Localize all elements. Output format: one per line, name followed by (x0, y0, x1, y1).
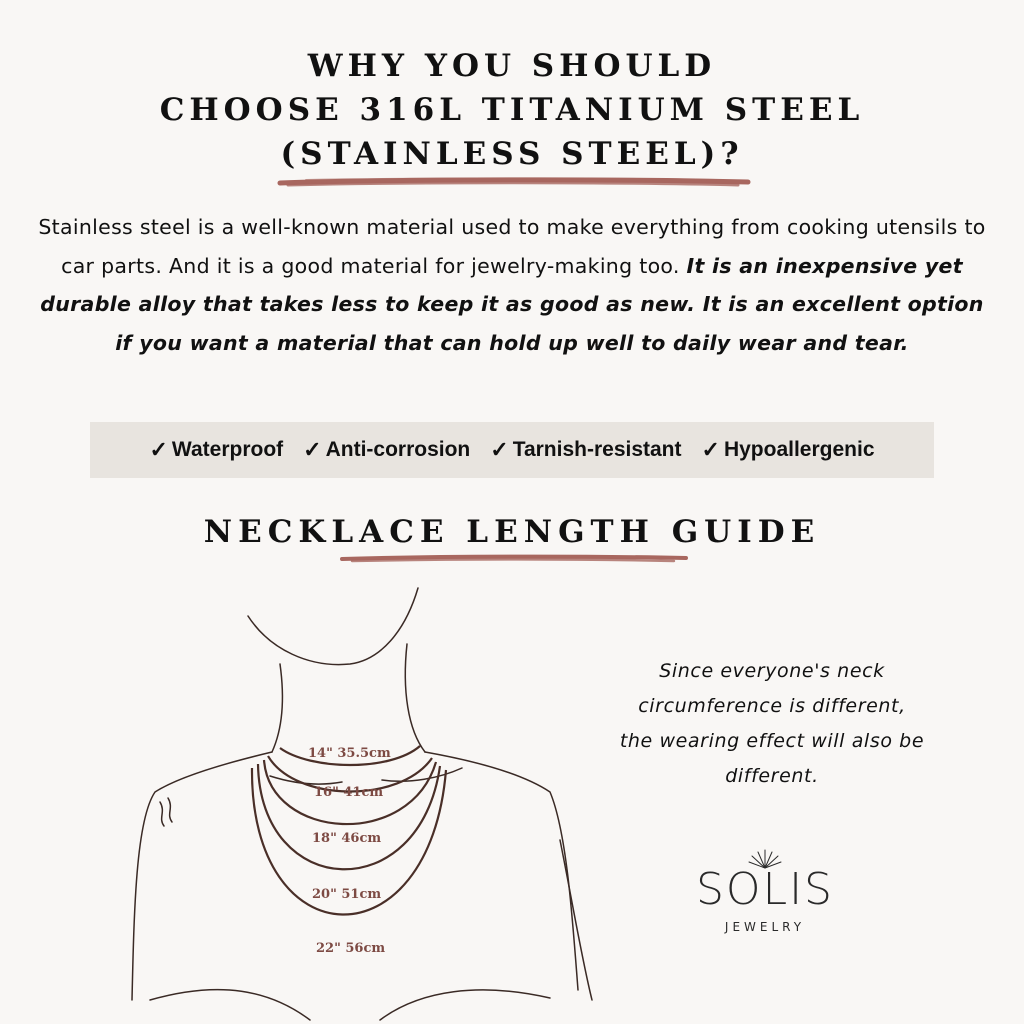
guide-underline-brush (338, 553, 690, 565)
torso-right (560, 840, 592, 1000)
checkmark-icon: ✓ (303, 437, 322, 462)
feature-label: Anti-corrosion (325, 438, 471, 461)
feature-anti-corrosion (303, 437, 470, 463)
checkmark-icon: ✓ (701, 437, 720, 462)
neck-left (272, 664, 282, 752)
length-label-22: 22" 56cm (316, 941, 386, 956)
shoulder-left (132, 752, 272, 1000)
length-label-14: 14" 35.5cm (308, 746, 391, 761)
chest-curve-left (150, 990, 310, 1020)
title-line-3: (STAINLESS STEEL)? (280, 136, 744, 172)
title-line-2: CHOOSE 316L TITANIUM STEEL (159, 92, 865, 128)
length-label-16: 16" 41cm (314, 785, 384, 800)
length-label-18: 18" 46cm (312, 831, 382, 846)
guide-title: NECKLACE LENGTH GUIDE (203, 514, 821, 550)
feature-label: Hypoallergenic (723, 438, 875, 461)
intro-emphasis-text: It is an inexpensive yet durable alloy that takes less to keep it as good as new. It is an excellent option if you want a material that can hold up well to daily wear and tear. (40, 253, 984, 355)
intro-paragraph (30, 208, 994, 362)
shoulder-right (425, 752, 578, 990)
jaw-line (248, 588, 418, 665)
checkmark-icon: ✓ (149, 437, 168, 462)
title-underline-brush (276, 176, 752, 190)
feature-hypoallergenic (702, 437, 875, 463)
feature-waterproof (149, 437, 283, 463)
fit-note-line-3: the wearing effect will also be (619, 730, 925, 752)
brand-tagline: JEWELRY (724, 920, 806, 934)
intro-regular-text: Stainless steel is a well-known material used to make everything from cooking utensils to car parts. And it is a good material for jewelry-making too. (38, 215, 986, 278)
neck-right (405, 644, 425, 752)
features-band (90, 422, 934, 478)
fit-note (596, 654, 948, 794)
fit-note-line-4: different. (725, 765, 819, 787)
necklace-sketch-illustration (120, 580, 620, 1024)
length-label-20: 20" 51cm (312, 887, 382, 902)
brand-logo (680, 846, 850, 946)
fit-note-line-1: Since everyone's neck (659, 660, 885, 682)
title-line-1: WHY YOU SHOULD (307, 48, 717, 84)
page-title (0, 44, 1024, 176)
fit-note-line-2: circumference is different, (638, 695, 906, 717)
feature-tarnish-resistant (490, 437, 681, 463)
chest-curve-right (380, 990, 550, 1020)
feature-label: Waterproof (171, 438, 284, 461)
collarbone-left (270, 776, 342, 784)
feature-label: Tarnish-resistant (512, 438, 682, 461)
checkmark-icon: ✓ (490, 437, 509, 462)
brand-name: SOLIS (696, 864, 834, 915)
